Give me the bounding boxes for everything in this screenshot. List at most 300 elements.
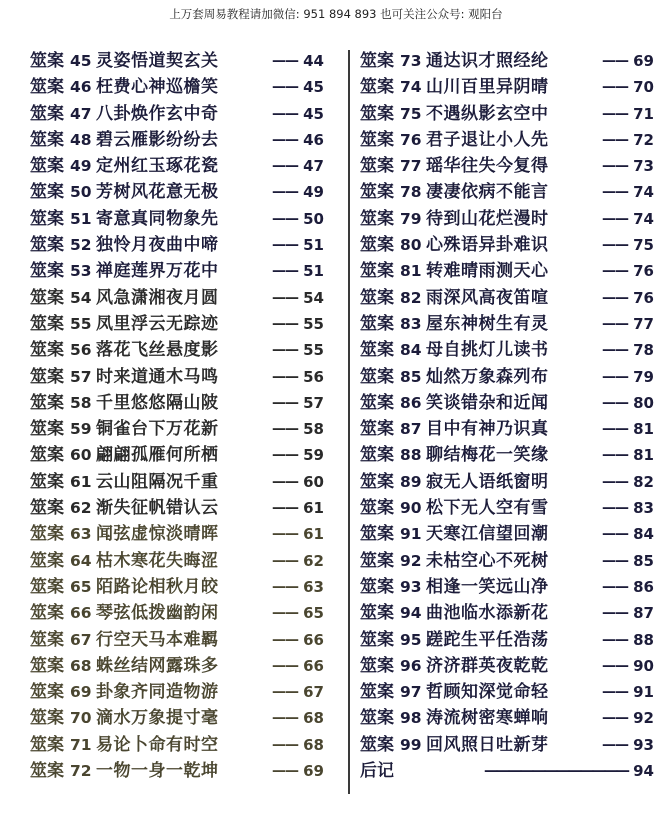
toc-entry bbox=[30, 232, 324, 258]
entry-page-number: 45 bbox=[303, 104, 324, 123]
toc-entry bbox=[30, 206, 324, 232]
entry-title: 千里悠悠隔山陂 bbox=[96, 392, 219, 413]
entry-title: 母自挑灯儿读书 bbox=[426, 340, 549, 361]
entry-number: 45 bbox=[70, 52, 92, 70]
entry-number: 84 bbox=[400, 341, 422, 360]
entry-number: 91 bbox=[400, 525, 422, 544]
entry-title: 易论卜命有时空 bbox=[96, 734, 219, 755]
entry-title: 灵姿悟道契玄关 bbox=[96, 51, 219, 71]
entry-title: 聊结梅花一笑缘 bbox=[426, 445, 549, 466]
entry-number: 47 bbox=[70, 104, 92, 123]
entry-title: 渐失征帆错认云 bbox=[96, 498, 219, 519]
entry-leader: —— bbox=[602, 79, 628, 96]
entry-prefix: 筮案 bbox=[30, 392, 64, 413]
entry-prefix: 筮案 bbox=[360, 182, 394, 203]
entry-prefix: 筮案 bbox=[360, 419, 394, 440]
entry-page-number: 92 bbox=[633, 709, 654, 728]
entry-prefix: 筮案 bbox=[30, 235, 64, 256]
entry-number: 90 bbox=[400, 499, 422, 518]
entry-prefix: 筮案 bbox=[30, 261, 64, 282]
entry-leader: —— bbox=[602, 421, 628, 438]
entry-prefix: 筮案 bbox=[30, 655, 64, 676]
entry-leader: —— bbox=[272, 710, 298, 727]
entry-number: 48 bbox=[70, 130, 92, 149]
toc-entry bbox=[360, 495, 654, 521]
entry-number: 57 bbox=[70, 367, 92, 386]
entry-title: 心殊语异卦难识 bbox=[426, 235, 549, 256]
toc-entry bbox=[30, 337, 324, 363]
entry-prefix: 筮案 bbox=[30, 761, 64, 782]
entry-leader: —— bbox=[602, 684, 628, 701]
entry-title: 寂无人语纸窗明 bbox=[426, 471, 549, 492]
entry-prefix: 筮案 bbox=[30, 156, 64, 177]
entry-leader: —— bbox=[602, 131, 628, 148]
entry-leader: —— bbox=[602, 631, 628, 648]
entry-title: 笑谈错杂和近闻 bbox=[426, 392, 549, 413]
entry-prefix: 筮案 bbox=[30, 524, 64, 545]
entry-page-number: 45 bbox=[303, 78, 324, 97]
entry-title: 行空天马本难羁 bbox=[96, 629, 219, 650]
entry-number: 61 bbox=[70, 472, 92, 491]
entry-prefix: 筮案 bbox=[360, 550, 394, 571]
entry-leader: —— bbox=[272, 736, 298, 753]
entry-leader: —— bbox=[272, 473, 298, 490]
entry-title: 回风照日吐新芽 bbox=[426, 734, 549, 755]
entry-title: 不遇纵影玄空中 bbox=[426, 103, 549, 124]
entry-prefix: 筮案 bbox=[360, 655, 394, 676]
toc-entry bbox=[360, 206, 654, 232]
entry-leader: —— bbox=[272, 53, 298, 69]
entry-leader: —— bbox=[272, 394, 298, 411]
entry-prefix: 筮案 bbox=[30, 103, 64, 124]
entry-title: 落花飞丝悬度影 bbox=[96, 340, 219, 361]
table-of-contents bbox=[30, 48, 654, 800]
entry-leader: —— bbox=[272, 263, 298, 280]
entry-page-number: 63 bbox=[303, 577, 324, 596]
entry-prefix: 筮案 bbox=[30, 471, 64, 492]
entry-leader: —— bbox=[602, 342, 628, 359]
entry-page-number: 76 bbox=[633, 288, 654, 307]
entry-number: 95 bbox=[400, 630, 422, 649]
entry-number: 62 bbox=[70, 499, 92, 518]
toc-entry bbox=[30, 574, 324, 600]
entry-leader: —— bbox=[272, 342, 298, 359]
entry-page-number: 60 bbox=[303, 472, 324, 491]
entry-page-number: 61 bbox=[303, 525, 324, 544]
entry-number: 77 bbox=[400, 157, 422, 176]
entry-prefix: 筮案 bbox=[360, 708, 394, 729]
toc-entry bbox=[360, 469, 654, 495]
entry-page-number: 73 bbox=[633, 157, 654, 176]
entry-prefix: 筮案 bbox=[360, 77, 394, 98]
entry-leader: —— bbox=[272, 631, 298, 648]
entry-leader: —— bbox=[272, 500, 298, 517]
entry-leader: —— bbox=[602, 184, 628, 201]
entry-prefix: 筮案 bbox=[360, 287, 394, 308]
entry-title: 碧云雁影纷纷去 bbox=[96, 129, 219, 150]
toc-entry bbox=[360, 732, 654, 758]
entry-number: 65 bbox=[70, 577, 92, 596]
entry-title: 济济群英夜乾乾 bbox=[426, 655, 549, 676]
entry-leader: —— bbox=[272, 552, 298, 569]
toc-entry bbox=[30, 74, 324, 100]
toc-entry bbox=[360, 337, 654, 363]
entry-leader: —— bbox=[602, 289, 628, 306]
entry-leader: —— bbox=[272, 578, 298, 595]
entry-title: 转难晴雨测天心 bbox=[426, 261, 549, 282]
entry-prefix: 筮案 bbox=[30, 629, 64, 650]
entry-leader: —— bbox=[602, 578, 628, 595]
entry-prefix: 筮案 bbox=[30, 287, 64, 308]
toc-entry bbox=[30, 600, 324, 626]
entry-page-number: 55 bbox=[303, 314, 324, 333]
entry-number: 56 bbox=[70, 341, 92, 360]
entry-prefix: 筮案 bbox=[30, 603, 64, 624]
entry-page-number: 55 bbox=[303, 341, 324, 360]
entry-page-number: 72 bbox=[633, 130, 654, 149]
entry-number: 80 bbox=[400, 236, 422, 255]
entry-title: 通达识才照经纶 bbox=[426, 51, 549, 71]
toc-entry bbox=[360, 390, 654, 416]
entry-page-number: 79 bbox=[633, 367, 654, 386]
entry-page-number: 82 bbox=[633, 472, 654, 491]
toc-entry-afterword bbox=[360, 758, 654, 784]
entry-title: 凤里浮云无踪迹 bbox=[96, 313, 219, 334]
entry-page-number: 68 bbox=[303, 709, 324, 728]
afterword-leader: ———————————— bbox=[484, 763, 628, 780]
entry-leader: —— bbox=[602, 394, 628, 411]
entry-page-number: 88 bbox=[633, 630, 654, 649]
toc-entry bbox=[360, 101, 654, 127]
entry-number: 51 bbox=[70, 209, 92, 228]
entry-prefix: 筮案 bbox=[360, 208, 394, 229]
entry-prefix: 筮案 bbox=[30, 366, 64, 387]
entry-number: 79 bbox=[400, 209, 422, 228]
toc-entry bbox=[360, 627, 654, 653]
entry-number: 87 bbox=[400, 420, 422, 439]
entry-prefix: 筮案 bbox=[30, 51, 64, 71]
entry-number: 75 bbox=[400, 104, 422, 123]
entry-leader: —— bbox=[272, 763, 298, 780]
entry-leader: —— bbox=[602, 500, 628, 517]
entry-number: 69 bbox=[70, 683, 92, 702]
entry-title: 风急潇湘夜月圆 bbox=[96, 287, 219, 308]
entry-title: 松下无人空有雪 bbox=[426, 498, 549, 519]
entry-page-number: 51 bbox=[303, 262, 324, 281]
entry-page-number: 81 bbox=[633, 446, 654, 465]
entry-title: 君子退让小人先 bbox=[426, 129, 549, 150]
toc-entry bbox=[30, 416, 324, 442]
entry-title: 相逢一笑远山净 bbox=[426, 576, 549, 597]
toc-entry bbox=[360, 48, 654, 74]
entry-title: 天寒江信望回潮 bbox=[426, 524, 549, 545]
entry-page-number: 68 bbox=[303, 735, 324, 754]
toc-column-left bbox=[30, 48, 324, 784]
entry-prefix: 筮案 bbox=[30, 129, 64, 150]
entry-prefix: 筮案 bbox=[360, 471, 394, 492]
toc-entry bbox=[30, 285, 324, 311]
toc-entry bbox=[360, 285, 654, 311]
toc-entry bbox=[360, 574, 654, 600]
entry-leader: —— bbox=[272, 421, 298, 438]
entry-leader: —— bbox=[602, 526, 628, 543]
entry-page-number: 70 bbox=[633, 78, 654, 97]
entry-leader: —— bbox=[602, 237, 628, 254]
toc-entry bbox=[30, 127, 324, 153]
entry-leader: —— bbox=[602, 710, 628, 727]
entry-number: 73 bbox=[400, 52, 422, 70]
toc-entry bbox=[360, 364, 654, 390]
entry-leader: —— bbox=[602, 447, 628, 464]
afterword-label: 后记 bbox=[360, 761, 394, 782]
toc-entry bbox=[360, 548, 654, 574]
entry-number: 52 bbox=[70, 236, 92, 255]
toc-entry bbox=[30, 548, 324, 574]
entry-number: 99 bbox=[400, 735, 422, 754]
entry-leader: —— bbox=[602, 210, 628, 227]
entry-prefix: 筮案 bbox=[30, 77, 64, 98]
entry-title: 雨深风高夜笛喧 bbox=[426, 287, 549, 308]
entry-leader: —— bbox=[272, 79, 298, 96]
entry-page-number: 57 bbox=[303, 393, 324, 412]
entry-prefix: 筮案 bbox=[30, 576, 64, 597]
entry-title: 枯木寒花失晦涩 bbox=[96, 550, 219, 571]
entry-page-number: 87 bbox=[633, 604, 654, 623]
entry-page-number: 56 bbox=[303, 367, 324, 386]
entry-title: 未枯空心不死树 bbox=[426, 550, 549, 571]
entry-title: 定州红玉琢花瓷 bbox=[96, 156, 219, 177]
entry-title: 琴弦低拨幽韵闲 bbox=[96, 603, 219, 624]
entry-prefix: 筮案 bbox=[30, 682, 64, 703]
toc-entry bbox=[360, 653, 654, 679]
entry-page-number: 50 bbox=[303, 209, 324, 228]
entry-prefix: 筮案 bbox=[360, 235, 394, 256]
entry-page-number: 76 bbox=[633, 262, 654, 281]
entry-number: 76 bbox=[400, 130, 422, 149]
entry-page-number: 47 bbox=[303, 157, 324, 176]
entry-title: 一物一身一乾坤 bbox=[96, 761, 219, 782]
entry-leader: —— bbox=[602, 368, 628, 385]
entry-number: 54 bbox=[70, 288, 92, 307]
entry-title: 蛛丝结网露珠多 bbox=[96, 655, 219, 676]
entry-number: 98 bbox=[400, 709, 422, 728]
entry-title: 寄意真同物象先 bbox=[96, 208, 219, 229]
entry-prefix: 筮案 bbox=[360, 524, 394, 545]
toc-column-right bbox=[360, 48, 654, 784]
entry-leader: —— bbox=[272, 289, 298, 306]
entry-page-number: 69 bbox=[633, 52, 654, 70]
entry-page-number: 58 bbox=[303, 420, 324, 439]
entry-page-number: 66 bbox=[303, 630, 324, 649]
entry-number: 71 bbox=[70, 735, 92, 754]
toc-entry bbox=[30, 758, 324, 784]
entry-page-number: 81 bbox=[633, 420, 654, 439]
entry-number: 81 bbox=[400, 262, 422, 281]
entry-prefix: 筮案 bbox=[360, 156, 394, 177]
entry-page-number: 75 bbox=[633, 236, 654, 255]
entry-leader: —— bbox=[272, 605, 298, 622]
entry-number: 78 bbox=[400, 183, 422, 202]
entry-title: 卦象齐同造物游 bbox=[96, 682, 219, 703]
entry-prefix: 筮案 bbox=[360, 103, 394, 124]
entry-title: 芳树风花意无极 bbox=[96, 182, 219, 203]
entry-page-number: 83 bbox=[633, 499, 654, 518]
entry-leader: —— bbox=[272, 657, 298, 674]
entry-leader: —— bbox=[272, 158, 298, 175]
toc-entry bbox=[30, 653, 324, 679]
entry-leader: —— bbox=[602, 105, 628, 122]
entry-page-number: 85 bbox=[633, 551, 654, 570]
entry-number: 50 bbox=[70, 183, 92, 202]
entry-number: 68 bbox=[70, 656, 92, 675]
entry-prefix: 筮案 bbox=[360, 734, 394, 755]
entry-number: 74 bbox=[400, 78, 422, 97]
entry-page-number: 62 bbox=[303, 551, 324, 570]
toc-entry bbox=[360, 600, 654, 626]
entry-prefix: 筮案 bbox=[360, 129, 394, 150]
toc-entry bbox=[30, 101, 324, 127]
entry-prefix: 筮案 bbox=[30, 313, 64, 334]
entry-page-number: 90 bbox=[633, 656, 654, 675]
entry-number: 94 bbox=[400, 604, 422, 623]
entry-title: 翩翩孤雁何所栖 bbox=[96, 445, 219, 466]
entry-number: 55 bbox=[70, 314, 92, 333]
entry-number: 92 bbox=[400, 551, 422, 570]
toc-entry bbox=[360, 416, 654, 442]
entry-title: 枉费心神巡檐笑 bbox=[96, 77, 219, 98]
entry-page-number: 93 bbox=[633, 735, 654, 754]
toc-entry bbox=[30, 364, 324, 390]
entry-prefix: 筮案 bbox=[360, 261, 394, 282]
entry-page-number: 54 bbox=[303, 288, 324, 307]
entry-leader: —— bbox=[602, 605, 628, 622]
entry-title: 蹉跎生平任浩荡 bbox=[426, 629, 549, 650]
entry-prefix: 筮案 bbox=[30, 419, 64, 440]
entry-prefix: 筮案 bbox=[360, 340, 394, 361]
entry-page-number: 77 bbox=[633, 314, 654, 333]
entry-page-number: 67 bbox=[303, 683, 324, 702]
entry-leader: —— bbox=[272, 131, 298, 148]
entry-title: 屋东神树生有灵 bbox=[426, 313, 549, 334]
entry-leader: —— bbox=[602, 552, 628, 569]
entry-number: 96 bbox=[400, 656, 422, 675]
entry-leader: —— bbox=[272, 368, 298, 385]
toc-entry bbox=[360, 127, 654, 153]
toc-entry bbox=[360, 74, 654, 100]
entry-page-number: 44 bbox=[303, 52, 324, 70]
entry-page-number: 66 bbox=[303, 656, 324, 675]
entry-prefix: 筮案 bbox=[360, 392, 394, 413]
toc-entry bbox=[360, 442, 654, 468]
entry-number: 86 bbox=[400, 393, 422, 412]
toc-entry bbox=[30, 469, 324, 495]
toc-entry bbox=[30, 732, 324, 758]
entry-leader: —— bbox=[272, 237, 298, 254]
entry-prefix: 筮案 bbox=[30, 208, 64, 229]
toc-entry bbox=[30, 442, 324, 468]
toc-entry bbox=[360, 311, 654, 337]
entry-title: 涛流树密寒蝉响 bbox=[426, 708, 549, 729]
entry-page-number: 91 bbox=[633, 683, 654, 702]
entry-prefix: 筮案 bbox=[30, 734, 64, 755]
entry-leader: —— bbox=[602, 263, 628, 280]
entry-title: 独怜月夜曲中啼 bbox=[96, 235, 219, 256]
entry-title: 闻弦虚惊淡晴晖 bbox=[96, 524, 219, 545]
entry-title: 时来道通木马鸣 bbox=[96, 366, 219, 387]
entry-number: 60 bbox=[70, 446, 92, 465]
entry-page-number: 71 bbox=[633, 104, 654, 123]
entry-leader: —— bbox=[272, 105, 298, 122]
entry-page-number: 74 bbox=[633, 183, 654, 202]
entry-number: 64 bbox=[70, 551, 92, 570]
entry-prefix: 筮案 bbox=[30, 445, 64, 466]
entry-leader: —— bbox=[602, 158, 628, 175]
entry-prefix: 筮案 bbox=[360, 629, 394, 650]
entry-page-number: 80 bbox=[633, 393, 654, 412]
entry-title: 山川百里异阴晴 bbox=[426, 77, 549, 98]
entry-title: 禅庭莲界万花中 bbox=[96, 261, 219, 282]
entry-prefix: 筮案 bbox=[30, 550, 64, 571]
entry-leader: —— bbox=[602, 473, 628, 490]
entry-number: 59 bbox=[70, 420, 92, 439]
entry-number: 85 bbox=[400, 367, 422, 386]
entry-prefix: 筮案 bbox=[360, 313, 394, 334]
entry-prefix: 筮案 bbox=[30, 182, 64, 203]
entry-number: 67 bbox=[70, 630, 92, 649]
entry-prefix: 筮案 bbox=[360, 498, 394, 519]
entry-prefix: 筮案 bbox=[360, 445, 394, 466]
toc-entry bbox=[30, 179, 324, 205]
entry-number: 70 bbox=[70, 709, 92, 728]
entry-title: 瑶华往失今复得 bbox=[426, 156, 549, 177]
entry-title: 哲顾知深觉命轻 bbox=[426, 682, 549, 703]
page-header: 上万套周易教程请加微信: 951 894 893 也可关注公众号: 观阳台 bbox=[169, 7, 503, 21]
entry-page-number: 51 bbox=[303, 236, 324, 255]
entry-number: 49 bbox=[70, 157, 92, 176]
entry-number: 83 bbox=[400, 314, 422, 333]
entry-title: 铜雀台下万花新 bbox=[96, 419, 219, 440]
entry-number: 53 bbox=[70, 262, 92, 281]
entry-title: 待到山花烂漫时 bbox=[426, 208, 549, 229]
entry-number: 63 bbox=[70, 525, 92, 544]
toc-entry bbox=[360, 705, 654, 731]
entry-leader: —— bbox=[272, 315, 298, 332]
entry-number: 72 bbox=[70, 762, 92, 781]
entry-title: 凄凄依病不能言 bbox=[426, 182, 549, 203]
entry-leader: —— bbox=[272, 210, 298, 227]
entry-number: 82 bbox=[400, 288, 422, 307]
toc-entry bbox=[30, 495, 324, 521]
entry-page-number: 65 bbox=[303, 604, 324, 623]
toc-entry bbox=[30, 705, 324, 731]
toc-entry bbox=[360, 179, 654, 205]
toc-entry bbox=[360, 232, 654, 258]
toc-entry bbox=[30, 679, 324, 705]
toc-entry bbox=[30, 627, 324, 653]
entry-page-number: 61 bbox=[303, 499, 324, 518]
entry-leader: —— bbox=[602, 53, 628, 69]
entry-page-number: 86 bbox=[633, 577, 654, 596]
entry-prefix: 筮案 bbox=[30, 498, 64, 519]
toc-entry bbox=[360, 521, 654, 547]
toc-entry bbox=[30, 311, 324, 337]
afterword-page-number: 94 bbox=[633, 762, 654, 781]
entry-leader: —— bbox=[272, 684, 298, 701]
entry-number: 89 bbox=[400, 472, 422, 491]
entry-prefix: 筮案 bbox=[360, 576, 394, 597]
entry-prefix: 筮案 bbox=[360, 366, 394, 387]
entry-page-number: 49 bbox=[303, 183, 324, 202]
